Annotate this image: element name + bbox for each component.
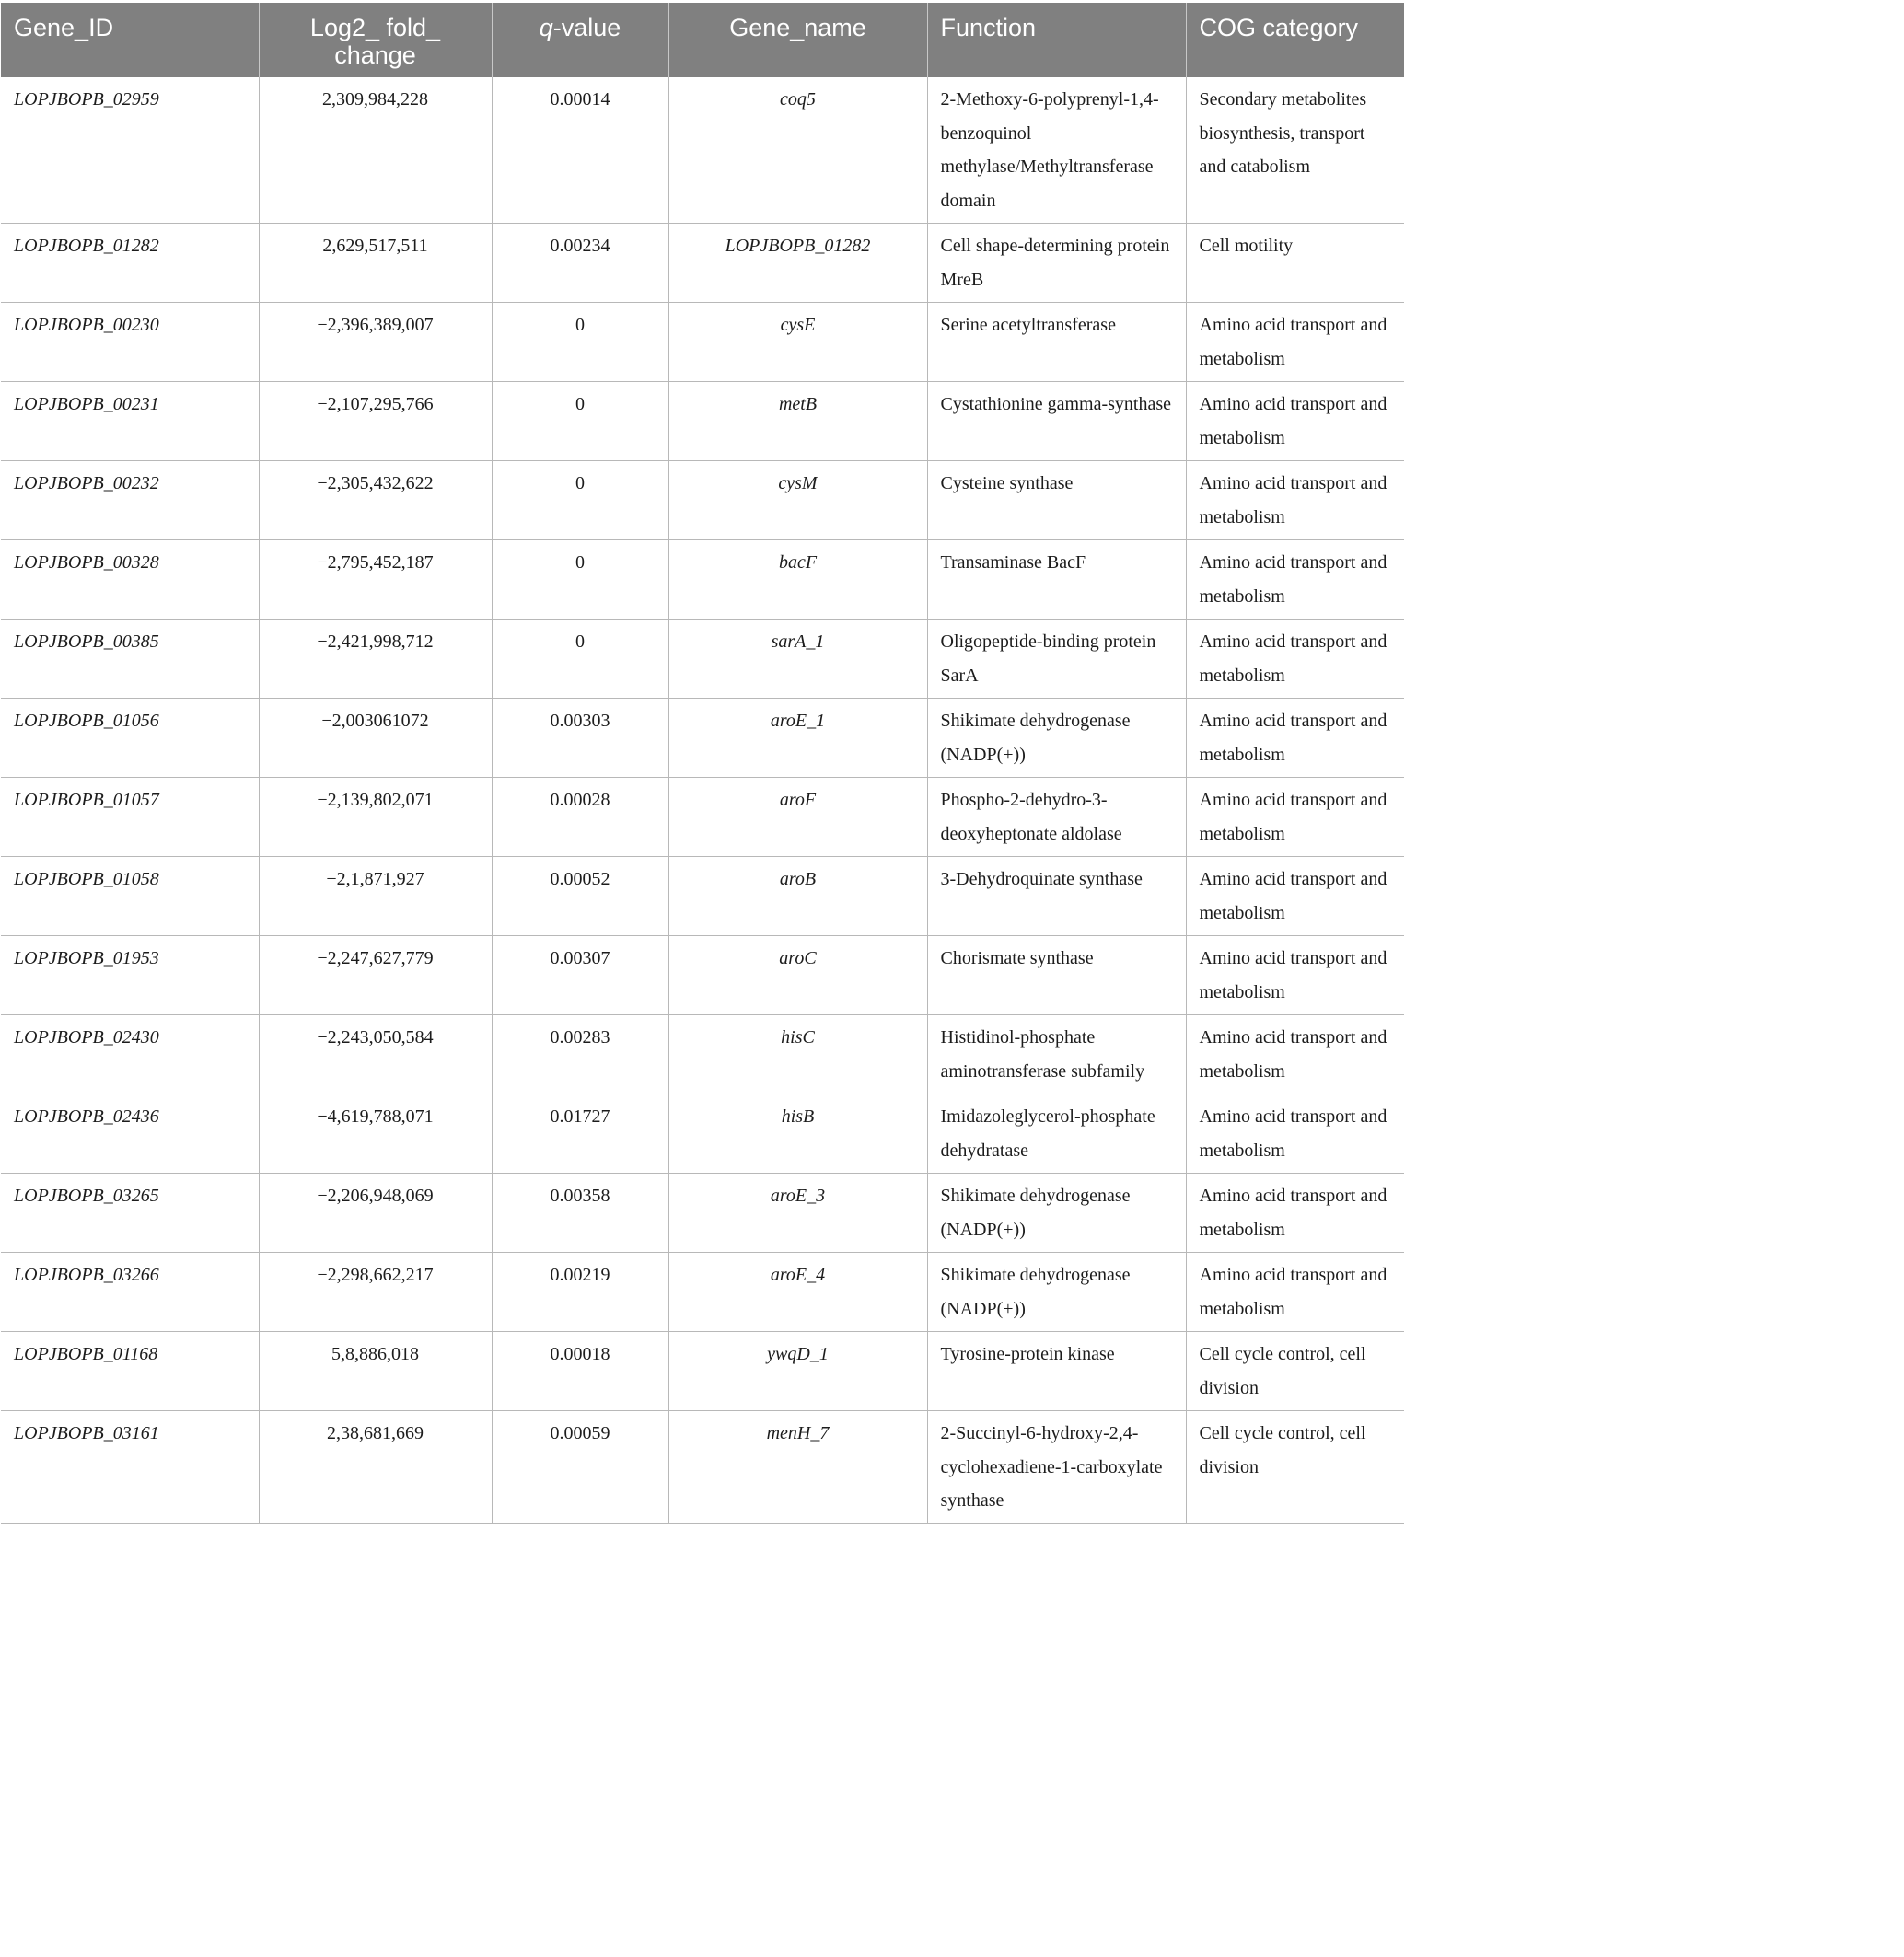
cell-function: Tyrosine-protein kinase xyxy=(927,1332,1186,1411)
cell-function: 3-Dehydroquinate synthase xyxy=(927,857,1186,936)
cell-cog-category: Amino acid transport and metabolism xyxy=(1186,699,1404,778)
cell-cog-category: Amino acid transport and metabolism xyxy=(1186,857,1404,936)
cell-gene-name: LOPJBOPB_01282 xyxy=(668,224,927,303)
cell-gene-id: LOPJBOPB_01168 xyxy=(1,1332,259,1411)
cell-cog-category: Amino acid transport and metabolism xyxy=(1186,540,1404,620)
cell-gene-id: LOPJBOPB_01057 xyxy=(1,778,259,857)
header-gene-name: Gene_name xyxy=(668,3,927,77)
cell-log2-fold-change: −2,305,432,622 xyxy=(259,461,492,540)
table-header xyxy=(1,3,1404,77)
gene-table xyxy=(1,3,1404,1524)
cell-q-value: 0 xyxy=(492,620,668,699)
cell-gene-name: coq5 xyxy=(668,77,927,224)
cell-log2-fold-change: −2,003061072 xyxy=(259,699,492,778)
cell-log2-fold-change: −2,298,662,217 xyxy=(259,1253,492,1332)
cell-cog-category: Secondary metabolites biosynthesis, transport and catabolism xyxy=(1186,77,1404,224)
cell-q-value: 0 xyxy=(492,303,668,382)
table-row xyxy=(1,77,1404,224)
cell-q-value: 0 xyxy=(492,382,668,461)
cell-log2-fold-change: 2,629,517,511 xyxy=(259,224,492,303)
cell-gene-name: aroF xyxy=(668,778,927,857)
cell-q-value: 0.00059 xyxy=(492,1411,668,1524)
cell-gene-id: LOPJBOPB_01953 xyxy=(1,936,259,1015)
cell-cog-category: Amino acid transport and metabolism xyxy=(1186,620,1404,699)
cell-function: Cystathionine gamma-synthase xyxy=(927,382,1186,461)
cell-gene-id: LOPJBOPB_00328 xyxy=(1,540,259,620)
cell-gene-name: aroE_4 xyxy=(668,1253,927,1332)
cell-q-value: 0 xyxy=(492,461,668,540)
cell-log2-fold-change: −2,795,452,187 xyxy=(259,540,492,620)
table-row xyxy=(1,1015,1404,1094)
table-row xyxy=(1,936,1404,1015)
cell-q-value: 0.00283 xyxy=(492,1015,668,1094)
header-log2-fold-change xyxy=(259,3,492,77)
cell-gene-id: LOPJBOPB_02430 xyxy=(1,1015,259,1094)
table-row xyxy=(1,699,1404,778)
cell-gene-name: cysM xyxy=(668,461,927,540)
cell-cog-category: Cell cycle control, cell division xyxy=(1186,1332,1404,1411)
cell-cog-category: Amino acid transport and metabolism xyxy=(1186,1174,1404,1253)
cell-gene-id: LOPJBOPB_00385 xyxy=(1,620,259,699)
cell-gene-id: LOPJBOPB_03266 xyxy=(1,1253,259,1332)
cell-gene-name: metB xyxy=(668,382,927,461)
cell-gene-name: aroC xyxy=(668,936,927,1015)
cell-gene-id: LOPJBOPB_01056 xyxy=(1,699,259,778)
cell-cog-category: Amino acid transport and metabolism xyxy=(1186,303,1404,382)
header-log2-line2: change xyxy=(334,41,416,69)
cell-function: Histidinol-phosphate aminotransferase subfamily xyxy=(927,1015,1186,1094)
cell-gene-id: LOPJBOPB_01282 xyxy=(1,224,259,303)
cell-cog-category: Amino acid transport and metabolism xyxy=(1186,936,1404,1015)
cell-gene-name: ywqD_1 xyxy=(668,1332,927,1411)
header-log2-line1: Log2_ fold_ xyxy=(309,14,441,41)
cell-cog-category: Cell motility xyxy=(1186,224,1404,303)
cell-function: 2-Methoxy-6-polyprenyl-1,4-benzoquinol methylase/Methyltransferase domain xyxy=(927,77,1186,224)
cell-q-value: 0 xyxy=(492,540,668,620)
cell-cog-category: Amino acid transport and metabolism xyxy=(1186,1094,1404,1174)
table-row xyxy=(1,461,1404,540)
cell-q-value: 0.00234 xyxy=(492,224,668,303)
cell-gene-name: bacF xyxy=(668,540,927,620)
header-gene-id: Gene_ID xyxy=(1,3,259,77)
cell-function: Shikimate dehydrogenase (NADP(+)) xyxy=(927,1174,1186,1253)
cell-log2-fold-change: −2,243,050,584 xyxy=(259,1015,492,1094)
cell-function: Shikimate dehydrogenase (NADP(+)) xyxy=(927,1253,1186,1332)
header-function: Function xyxy=(927,3,1186,77)
table-row xyxy=(1,303,1404,382)
cell-function: Serine acetyltransferase xyxy=(927,303,1186,382)
cell-gene-id: LOPJBOPB_00231 xyxy=(1,382,259,461)
cell-cog-category: Cell cycle control, cell division xyxy=(1186,1411,1404,1524)
cell-gene-name: aroE_3 xyxy=(668,1174,927,1253)
cell-log2-fold-change: −2,206,948,069 xyxy=(259,1174,492,1253)
cell-log2-fold-change: 2,309,984,228 xyxy=(259,77,492,224)
table-row xyxy=(1,1253,1404,1332)
cell-log2-fold-change: 5,8,886,018 xyxy=(259,1332,492,1411)
cell-log2-fold-change: −2,396,389,007 xyxy=(259,303,492,382)
cell-function: Phospho-2-dehydro-3-deoxyheptonate aldolase xyxy=(927,778,1186,857)
table-row xyxy=(1,857,1404,936)
cell-q-value: 0.00014 xyxy=(492,77,668,224)
header-q-suffix: -value xyxy=(552,14,621,41)
cell-gene-name: hisB xyxy=(668,1094,927,1174)
table-row xyxy=(1,382,1404,461)
cell-gene-name: menH_7 xyxy=(668,1411,927,1524)
cell-function: Transaminase BacF xyxy=(927,540,1186,620)
table-row xyxy=(1,540,1404,620)
cell-q-value: 0.00303 xyxy=(492,699,668,778)
cell-gene-id: LOPJBOPB_00232 xyxy=(1,461,259,540)
header-cog-category: COG category xyxy=(1186,3,1404,77)
cell-function: Chorismate synthase xyxy=(927,936,1186,1015)
cell-function: 2-Succinyl-6-hydroxy-2,4-cyclohexadiene-1-carboxylate synthase xyxy=(927,1411,1186,1524)
cell-gene-id: LOPJBOPB_03265 xyxy=(1,1174,259,1253)
cell-function: Shikimate dehydrogenase (NADP(+)) xyxy=(927,699,1186,778)
cell-log2-fold-change: −2,247,627,779 xyxy=(259,936,492,1015)
cell-gene-name: cysE xyxy=(668,303,927,382)
table-row xyxy=(1,224,1404,303)
cell-gene-id: LOPJBOPB_03161 xyxy=(1,1411,259,1524)
cell-cog-category: Amino acid transport and metabolism xyxy=(1186,1015,1404,1094)
cell-log2-fold-change: −2,107,295,766 xyxy=(259,382,492,461)
cell-gene-id: LOPJBOPB_02436 xyxy=(1,1094,259,1174)
cell-log2-fold-change: −2,1,871,927 xyxy=(259,857,492,936)
cell-gene-name: aroB xyxy=(668,857,927,936)
cell-cog-category: Amino acid transport and metabolism xyxy=(1186,1253,1404,1332)
table-row xyxy=(1,620,1404,699)
table-row xyxy=(1,1332,1404,1411)
header-q-letter: q xyxy=(539,14,553,41)
cell-q-value: 0.00219 xyxy=(492,1253,668,1332)
table-row xyxy=(1,778,1404,857)
cell-function: Oligopeptide-binding protein SarA xyxy=(927,620,1186,699)
cell-q-value: 0.00307 xyxy=(492,936,668,1015)
cell-gene-name: aroE_1 xyxy=(668,699,927,778)
cell-function: Cysteine synthase xyxy=(927,461,1186,540)
cell-function: Imidazoleglycerol-phosphate dehydratase xyxy=(927,1094,1186,1174)
cell-log2-fold-change: 2,38,681,669 xyxy=(259,1411,492,1524)
cell-cog-category: Amino acid transport and metabolism xyxy=(1186,382,1404,461)
cell-gene-name: sarA_1 xyxy=(668,620,927,699)
table-row xyxy=(1,1174,1404,1253)
cell-q-value: 0.00052 xyxy=(492,857,668,936)
cell-log2-fold-change: −4,619,788,071 xyxy=(259,1094,492,1174)
cell-cog-category: Amino acid transport and metabolism xyxy=(1186,461,1404,540)
header-row xyxy=(1,3,1404,77)
cell-q-value: 0.01727 xyxy=(492,1094,668,1174)
cell-function: Cell shape-determining protein MreB xyxy=(927,224,1186,303)
cell-gene-id: LOPJBOPB_00230 xyxy=(1,303,259,382)
cell-log2-fold-change: −2,139,802,071 xyxy=(259,778,492,857)
cell-log2-fold-change: −2,421,998,712 xyxy=(259,620,492,699)
cell-gene-id: LOPJBOPB_01058 xyxy=(1,857,259,936)
cell-cog-category: Amino acid transport and metabolism xyxy=(1186,778,1404,857)
cell-q-value: 0.00028 xyxy=(492,778,668,857)
cell-q-value: 0.00358 xyxy=(492,1174,668,1253)
cell-gene-name: hisC xyxy=(668,1015,927,1094)
table-row xyxy=(1,1094,1404,1174)
table-row xyxy=(1,1411,1404,1524)
cell-gene-id: LOPJBOPB_02959 xyxy=(1,77,259,224)
header-q-value xyxy=(492,3,668,77)
cell-q-value: 0.00018 xyxy=(492,1332,668,1411)
table-body xyxy=(1,77,1404,1523)
